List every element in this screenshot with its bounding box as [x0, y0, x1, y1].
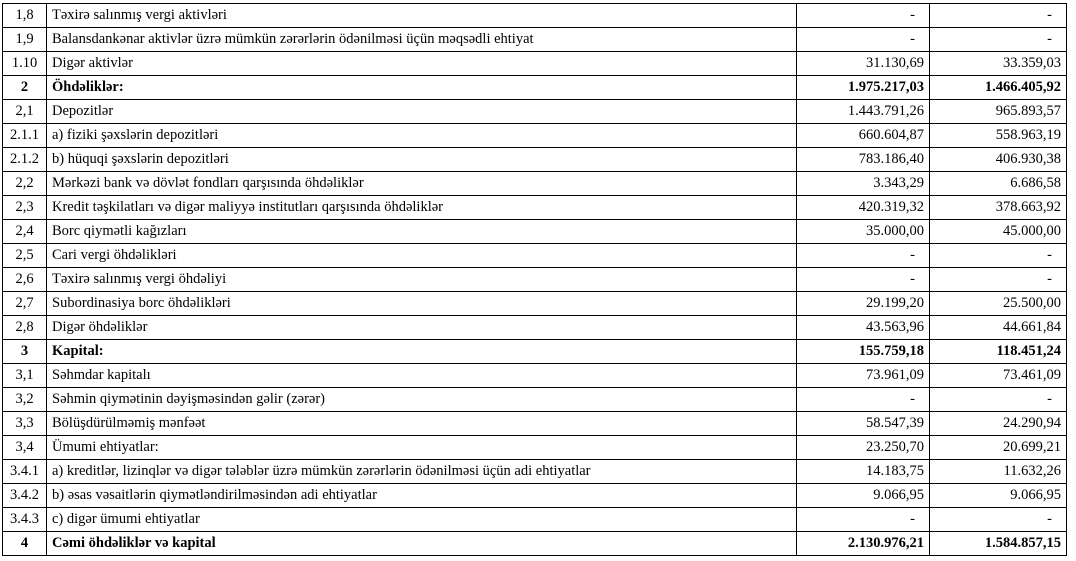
table-row [3, 316, 1067, 340]
row-label: Digər aktivlər [47, 52, 797, 76]
value-previous: 965.893,57 [930, 100, 1067, 124]
row-label: Ümumi ehtiyatlar: [47, 436, 797, 460]
row-label: Kapital: [47, 340, 797, 364]
row-label: Kredit təşkilatları və digər maliyyə institutları qarşısında öhdəliklər [47, 196, 797, 220]
row-number: 2.1.1 [3, 124, 47, 148]
table-row [3, 244, 1067, 268]
value-current: 420.319,32 [797, 196, 930, 220]
row-label: a) kreditlər, lizinqlər və digər tələblər üzrə mümkün zərərlərin ödənilməsi üçün adi ehtiyatlar [47, 460, 797, 484]
row-number: 2,2 [3, 172, 47, 196]
table-row [3, 28, 1067, 52]
row-label: Təxirə salınmış vergi öhdəliyi [47, 268, 797, 292]
value-current: 29.199,20 [797, 292, 930, 316]
row-number: 2 [3, 76, 47, 100]
value-current: 2.130.976,21 [797, 532, 930, 556]
row-number: 1,9 [3, 28, 47, 52]
table-row [3, 508, 1067, 532]
row-label: Subordinasiya borc öhdəlikləri [47, 292, 797, 316]
table-row [3, 532, 1067, 556]
table-row [3, 196, 1067, 220]
value-current: 31.130,69 [797, 52, 930, 76]
table-row [3, 220, 1067, 244]
table-row [3, 364, 1067, 388]
value-previous: 73.461,09 [930, 364, 1067, 388]
table-row [3, 148, 1067, 172]
value-current: - [797, 28, 930, 52]
row-number: 3.4.2 [3, 484, 47, 508]
value-current: - [797, 268, 930, 292]
value-previous: 406.930,38 [930, 148, 1067, 172]
row-label: Cari vergi öhdəlikləri [47, 244, 797, 268]
row-number: 2,8 [3, 316, 47, 340]
value-previous: 45.000,00 [930, 220, 1067, 244]
value-current: - [797, 244, 930, 268]
value-previous: 20.699,21 [930, 436, 1067, 460]
row-label: Balansdankənar aktivlər üzrə mümkün zərərlərin ödənilməsi üçün məqsədli ehtiyat [47, 28, 797, 52]
value-previous: - [930, 268, 1067, 292]
value-current: - [797, 388, 930, 412]
table-row [3, 52, 1067, 76]
value-current: 58.547,39 [797, 412, 930, 436]
value-previous: 1.466.405,92 [930, 76, 1067, 100]
row-number: 2,5 [3, 244, 47, 268]
value-current: 1.975.217,03 [797, 76, 930, 100]
row-label: Öhdəliklər: [47, 76, 797, 100]
value-previous: - [930, 508, 1067, 532]
row-number: 2,1 [3, 100, 47, 124]
row-number: 3,4 [3, 436, 47, 460]
value-current: 43.563,96 [797, 316, 930, 340]
value-previous: 378.663,92 [930, 196, 1067, 220]
row-label: Depozitlər [47, 100, 797, 124]
table-row [3, 76, 1067, 100]
value-previous: 25.500,00 [930, 292, 1067, 316]
table-row [3, 172, 1067, 196]
row-number: 3,1 [3, 364, 47, 388]
value-previous: 118.451,24 [930, 340, 1067, 364]
row-number: 3 [3, 340, 47, 364]
balance-sheet-body [3, 4, 1067, 556]
table-row [3, 484, 1067, 508]
row-number: 3,2 [3, 388, 47, 412]
value-previous: 6.686,58 [930, 172, 1067, 196]
value-current: 14.183,75 [797, 460, 930, 484]
value-current: 155.759,18 [797, 340, 930, 364]
value-previous: - [930, 28, 1067, 52]
value-current: 23.250,70 [797, 436, 930, 460]
value-previous: - [930, 244, 1067, 268]
row-label: Səhmin qiymətinin dəyişməsindən gəlir (zərər) [47, 388, 797, 412]
row-number: 2,4 [3, 220, 47, 244]
row-number: 3.4.1 [3, 460, 47, 484]
table-row [3, 124, 1067, 148]
row-number: 2,6 [3, 268, 47, 292]
row-label: Bölüşdürülməmiş mənfəət [47, 412, 797, 436]
row-number: 2,3 [3, 196, 47, 220]
value-current: 1.443.791,26 [797, 100, 930, 124]
row-label: b) əsas vəsaitlərin qiymətləndirilməsindən adi ehtiyatlar [47, 484, 797, 508]
value-previous: - [930, 4, 1067, 28]
row-label: b) hüquqi şəxslərin depozitləri [47, 148, 797, 172]
table-row [3, 4, 1067, 28]
row-number: 2,7 [3, 292, 47, 316]
value-previous: 33.359,03 [930, 52, 1067, 76]
row-number: 3.4.3 [3, 508, 47, 532]
row-number: 1.10 [3, 52, 47, 76]
value-previous: 1.584.857,15 [930, 532, 1067, 556]
table-row [3, 436, 1067, 460]
row-label: Təxirə salınmış vergi aktivləri [47, 4, 797, 28]
row-label: Cəmi öhdəliklər və kapital [47, 532, 797, 556]
value-current: 3.343,29 [797, 172, 930, 196]
table-row [3, 460, 1067, 484]
value-current: 660.604,87 [797, 124, 930, 148]
value-previous: 11.632,26 [930, 460, 1067, 484]
row-number: 3,3 [3, 412, 47, 436]
value-previous: - [930, 388, 1067, 412]
balance-sheet-table [2, 3, 1067, 556]
table-row [3, 412, 1067, 436]
value-current: 783.186,40 [797, 148, 930, 172]
value-current: 73.961,09 [797, 364, 930, 388]
value-current: - [797, 4, 930, 28]
value-current: 35.000,00 [797, 220, 930, 244]
row-label: Digər öhdəliklər [47, 316, 797, 340]
row-number: 1,8 [3, 4, 47, 28]
table-row [3, 340, 1067, 364]
table-row [3, 268, 1067, 292]
value-previous: 9.066,95 [930, 484, 1067, 508]
value-previous: 24.290,94 [930, 412, 1067, 436]
value-previous: 44.661,84 [930, 316, 1067, 340]
row-number: 2.1.2 [3, 148, 47, 172]
table-row [3, 388, 1067, 412]
row-label: Borc qiymətli kağızları [47, 220, 797, 244]
value-current: 9.066,95 [797, 484, 930, 508]
value-current: - [797, 508, 930, 532]
table-row [3, 292, 1067, 316]
row-label: a) fiziki şəxslərin depozitləri [47, 124, 797, 148]
row-label: Mərkəzi bank və dövlət fondları qarşısında öhdəliklər [47, 172, 797, 196]
table-row [3, 100, 1067, 124]
row-label: Səhmdar kapitalı [47, 364, 797, 388]
row-label: c) digər ümumi ehtiyatlar [47, 508, 797, 532]
row-number: 4 [3, 532, 47, 556]
value-previous: 558.963,19 [930, 124, 1067, 148]
